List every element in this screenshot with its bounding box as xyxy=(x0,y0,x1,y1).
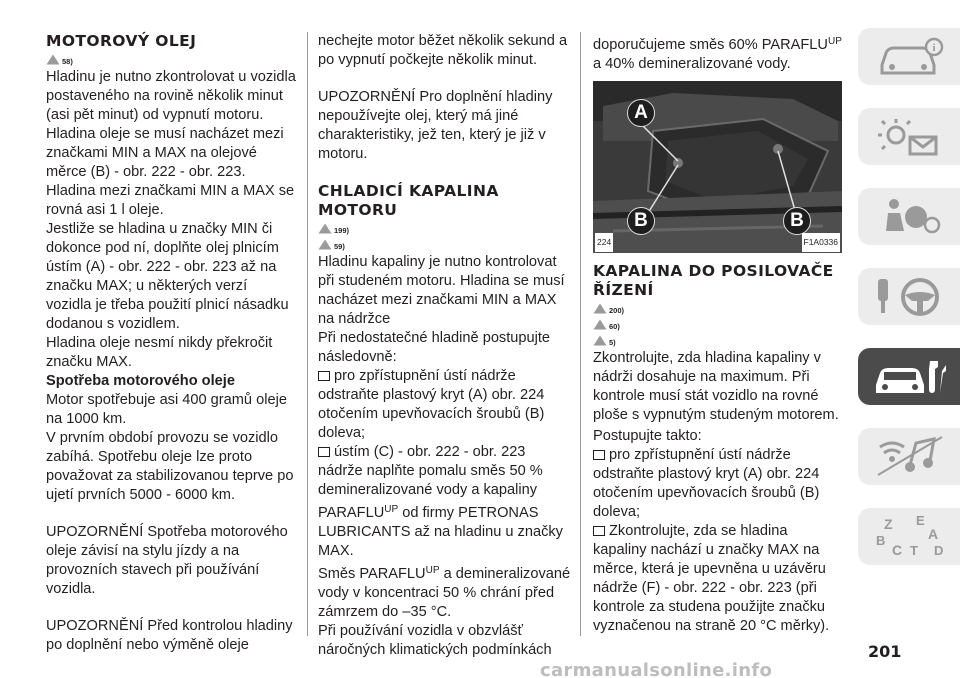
index-letter: A xyxy=(928,526,939,542)
warning-triangle-icon xyxy=(593,335,607,346)
paragraph: Hladina oleje nesmí nikdy překročit značku MAX. xyxy=(46,335,273,370)
column-divider xyxy=(580,32,581,636)
section-title-power-steering-fluid: KAPALINA DO POSILOVAČE ŘÍZENÍ xyxy=(593,262,834,299)
watermark: carmanualsonline.info xyxy=(540,660,773,678)
column-1 xyxy=(46,32,296,655)
tab-safety[interactable] xyxy=(858,188,960,245)
index-letter: B xyxy=(876,533,886,548)
warning-triangle-icon xyxy=(593,303,607,314)
column-3 xyxy=(593,32,843,636)
steering-wheel-icon xyxy=(872,275,948,319)
figure-number: 224 xyxy=(595,233,613,252)
tab-multimedia[interactable] xyxy=(858,428,960,485)
tab-driving[interactable] xyxy=(858,268,960,325)
paragraph: Motor spotřebuje asi 400 gramů oleje na 1000 km. xyxy=(46,392,287,427)
tab-maintenance[interactable] xyxy=(858,348,960,405)
list-item: Zkontrolujte, zda se hladina kapaliny nachází u značky MAX na měrce, která je upevněna u uzávěru nádrže (F) - obr. 222 - obr. 223 (při kontrole za studena použijte značku vyznačenou na straně 20 °C měrky). xyxy=(593,523,830,634)
index-letter: E xyxy=(916,515,925,528)
figure-code: F1A0336 xyxy=(802,233,841,252)
warning-triangle-icon xyxy=(318,239,332,250)
paragraph: Postupujte takto: xyxy=(593,428,702,444)
callout-b-left: B xyxy=(627,207,655,235)
list-item: pro zpřístupnění ústí nádrže odstraňte plastový kryt (A) obr. 224 otočením upevňovacích šroubů (B) doleva; xyxy=(318,368,545,441)
warning-ref: 199) xyxy=(318,221,573,236)
warning-triangle-icon xyxy=(46,54,60,65)
index-icon xyxy=(872,515,948,559)
connectivity-icon xyxy=(872,435,948,479)
index-letter: C xyxy=(892,542,903,558)
paragraph: Jestliže se hladina u značky MIN či dokonce pod ní, doplňte olej plnicím ústím (A) - obr. 222 - obr. 223 až na značku MAX; u některých verzí vozidla je třeba použití plnicí násadku dodanou s vozidlem. xyxy=(46,221,289,332)
warning-ref: 60) xyxy=(593,317,843,332)
index-letter: Z xyxy=(884,516,893,532)
paragraph: V prvním období provozu se vozidlo zabíhá. Spotřebu oleje lze proto považovat za stabilizovanou teprve po ujetí prvních 5000 - 6000 km. xyxy=(46,430,294,503)
callout-a: A xyxy=(627,99,655,127)
column-divider xyxy=(307,32,308,636)
car-info-icon xyxy=(872,35,948,79)
paragraph: doporučujeme směs 60% $PARAFLU^{UP}$ a 40% demineralizované vody. xyxy=(593,36,842,72)
section-title-coolant: CHLADICÍ KAPALINA MOTORU xyxy=(318,182,499,219)
bullet-box-icon xyxy=(318,371,330,381)
index-letter: D xyxy=(934,543,944,558)
list-item: ústím (C) - obr. 222 - obr. 223 nádrže naplňte pomalu směs 50 % demineralizované vody a kapaliny $PARAFLU^{UP}$ od firmy PETRONAS LUBRICANTS až na hladinu u značky MAX. xyxy=(318,444,563,559)
paragraph: Při používání vozidla v obzvlášť náročných klimatických podmínkách xyxy=(318,623,552,658)
warning-ref: 58) xyxy=(46,52,296,67)
warning-ref: 200) xyxy=(593,301,843,316)
tab-index[interactable] xyxy=(858,508,960,565)
list-item: pro zpřístupnění ústí nádrže odstraňte plastový kryt (A) obr. 224 otočením upevňovacích šroubů (B) doleva; xyxy=(593,447,820,520)
tab-warning-lights[interactable] xyxy=(858,108,960,165)
callout-b-right: B xyxy=(783,207,811,235)
notice-paragraph: UPOZORNĚNÍ Pro doplnění hladiny nepoužívejte olej, který má jiné charakteristiky, jež ten, který je již v motoru. xyxy=(318,89,553,162)
tab-car-info[interactable] xyxy=(858,28,960,85)
section-title-engine-oil: MOTOROVÝ OLEJ xyxy=(46,32,197,50)
svg-text:i: i xyxy=(932,42,936,54)
chapter-sidebar xyxy=(853,18,960,678)
warning-ref: 59) xyxy=(318,237,573,252)
warning-triangle-icon xyxy=(593,319,607,330)
airbag-icon xyxy=(872,195,948,239)
bullet-box-icon xyxy=(593,450,605,460)
bullet-box-icon xyxy=(593,526,605,536)
warning-ref: 5) xyxy=(593,333,843,348)
paragraph: Hladinu kapaliny je nutno kontrolovat při studeném motoru. Hladina se musí nacházet mezi značkami MIN a MAX na nádržce xyxy=(318,254,565,327)
paragraph: Směs $PARAFLU^{UP}$ a demineralizované vody v koncentraci 50 % chrání před zámrzem do –35 °C. xyxy=(318,565,571,620)
notice-paragraph: UPOZORNĚNÍ Spotřeba motorového oleje závisí na stylu jízdy a na provozních stavech při používání vozidla. xyxy=(46,524,288,597)
column-2 xyxy=(318,32,573,660)
bullet-box-icon xyxy=(318,447,330,457)
paragraph: nechejte motor běžet několik sekund a po vypnutí počkejte několik minut. xyxy=(318,33,568,68)
warning-lights-icon xyxy=(872,115,948,159)
paragraph: Hladina mezi značkami MIN a MAX se rovná asi 1 l oleje. xyxy=(46,183,295,218)
notice-paragraph: UPOZORNĚNÍ Před kontrolou hladiny po doplnění nebo výměně oleje xyxy=(46,618,293,653)
page-number: 201 xyxy=(868,642,902,661)
car-service-icon xyxy=(872,355,948,399)
index-letter: T xyxy=(910,543,918,558)
paragraph: Hladina oleje se musí nacházet mezi značkami MIN a MAX na olejové měrce (B) - obr. 222 - obr. 223. xyxy=(46,126,284,180)
warning-triangle-icon xyxy=(318,223,332,234)
paragraph: Při nedostatečné hladině postupujte následovně: xyxy=(318,330,551,365)
subsection-title-oil-consumption: Spotřeba motorového oleje xyxy=(46,373,235,389)
paragraph: Zkontrolujte, zda hladina kapaliny v nádrži dosahuje na maximum. Při kontrole musí stát vozidlo na rovné ploše s vypnutým studeným motorem. xyxy=(593,350,839,423)
paragraph: Hladinu je nutno zkontrolovat u vozidla postaveného na rovině několik minut (asi pět minut) od vypnutí motoru. xyxy=(46,69,296,123)
figure-224-engine-bay-photo xyxy=(593,81,842,253)
